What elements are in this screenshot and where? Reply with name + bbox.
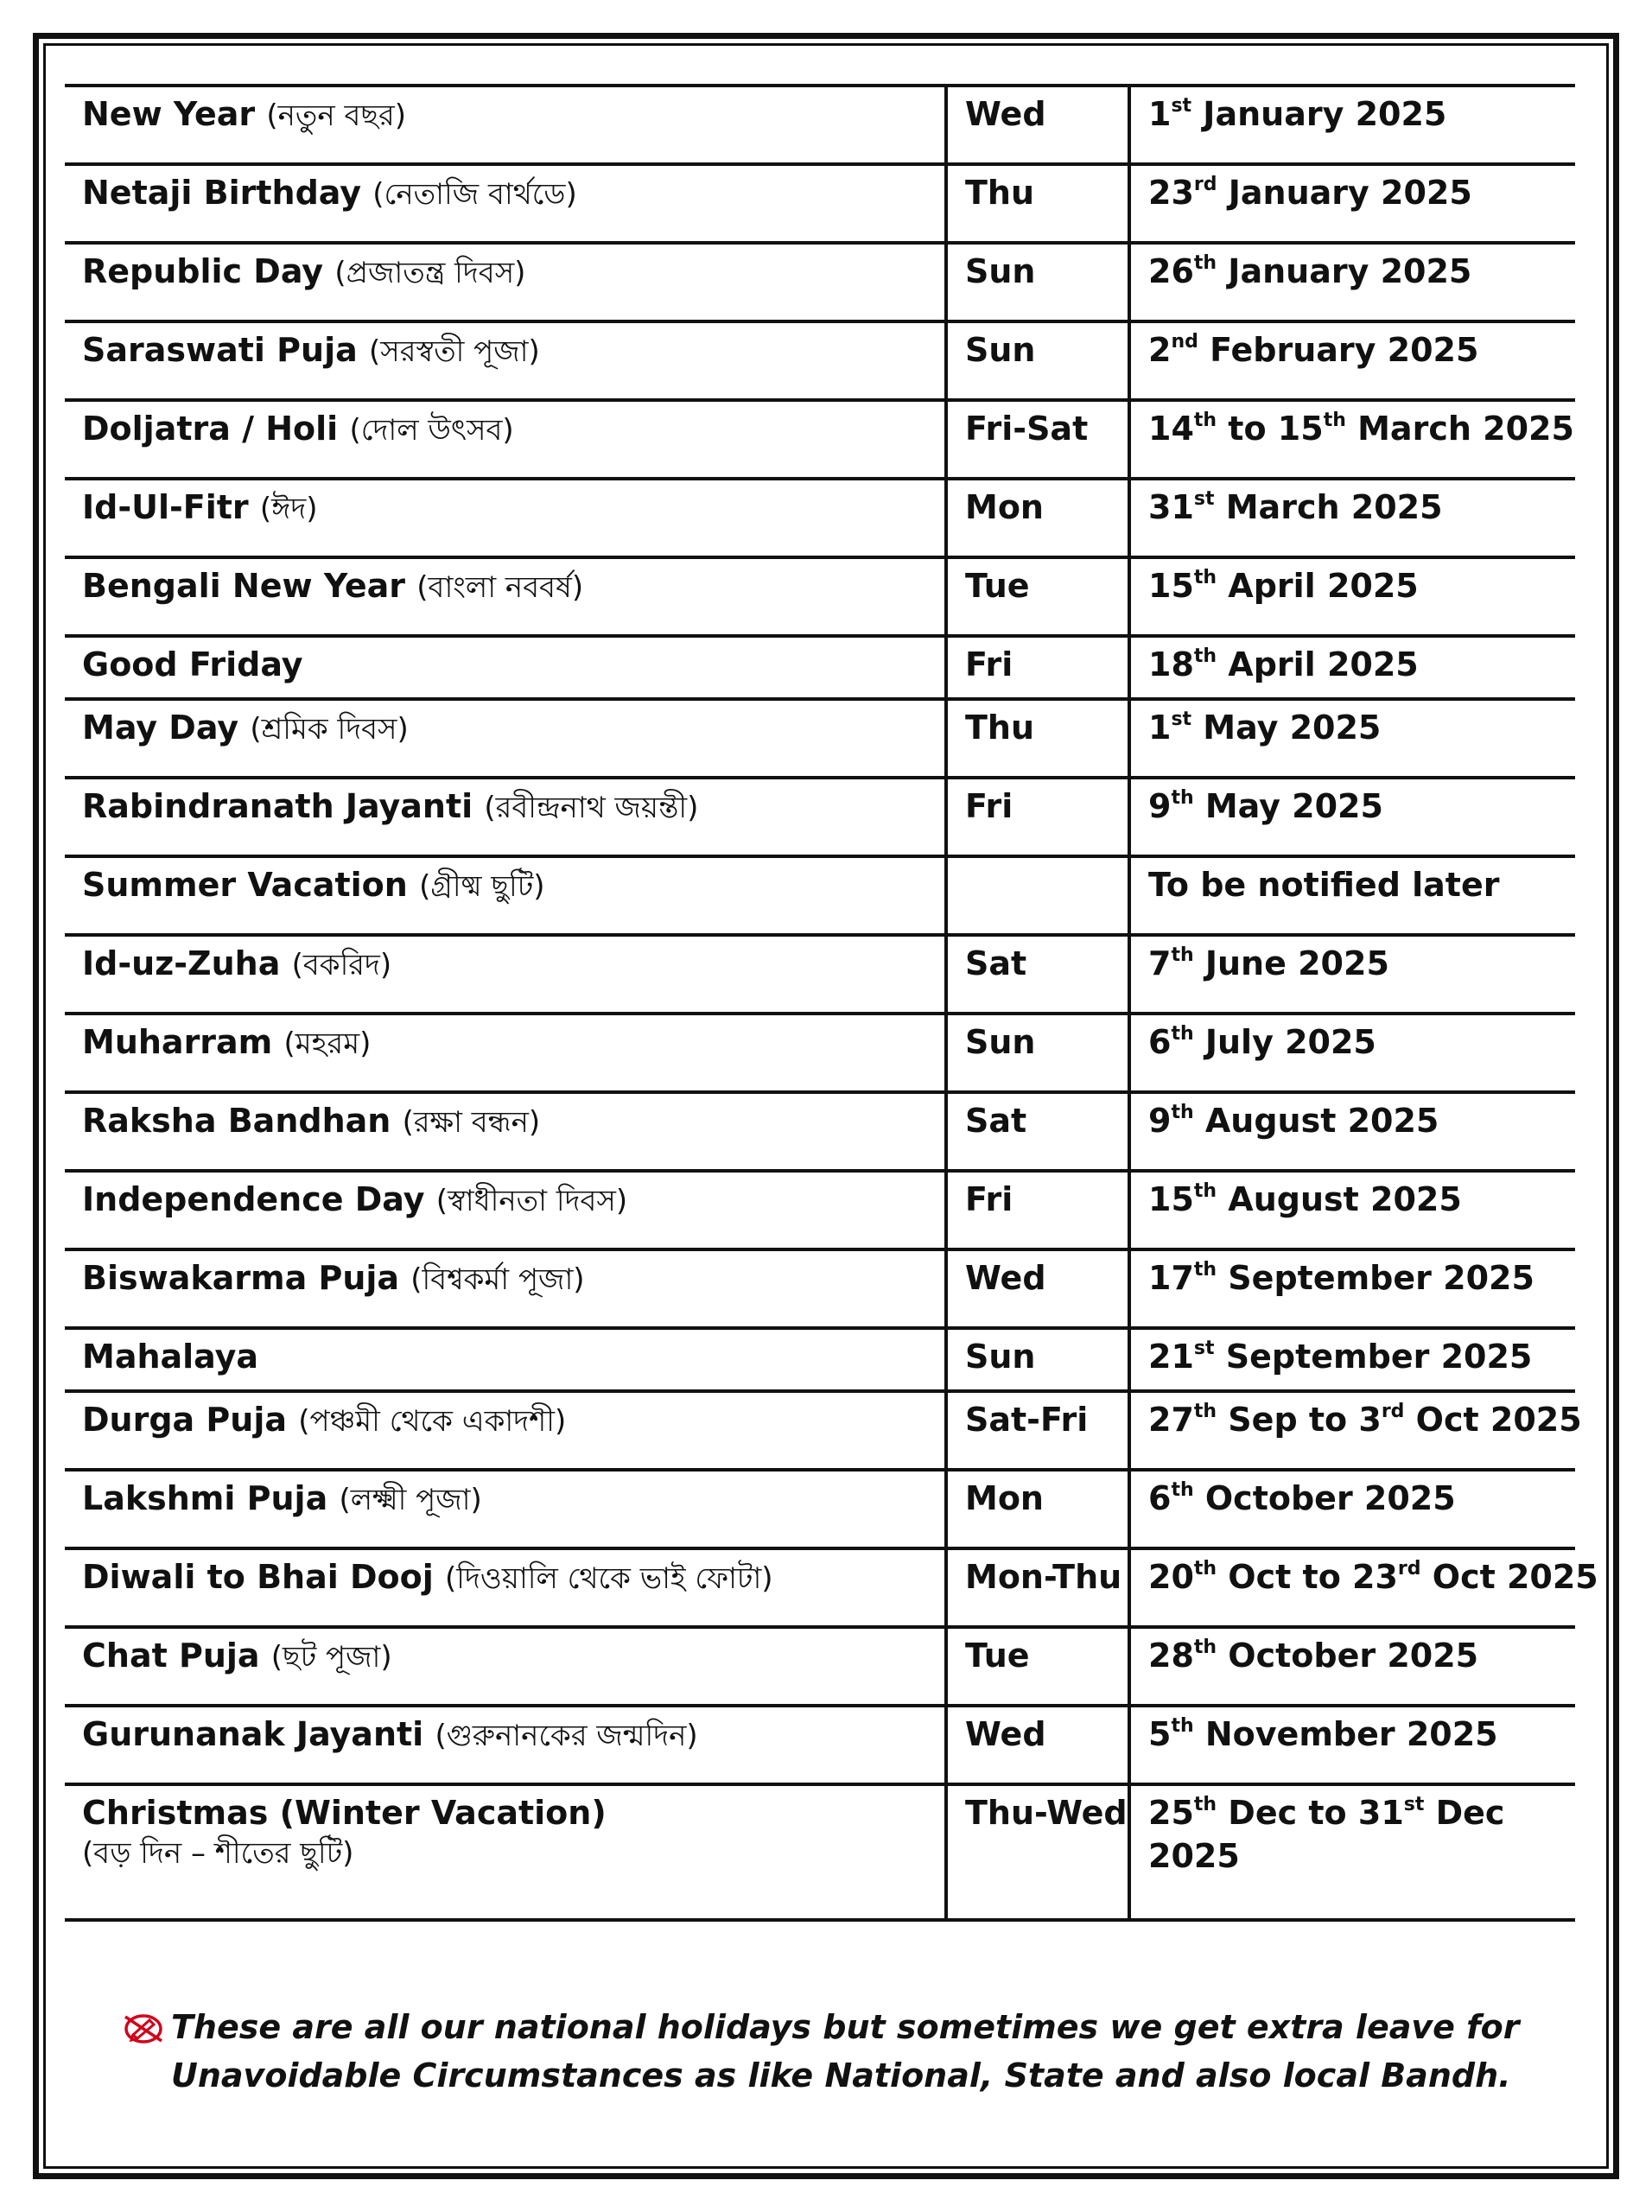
holiday-row [65, 1249, 1575, 1328]
holiday-date: 17th September 2025 [1129, 1249, 1575, 1328]
date-ordinal-suffix: nd [1171, 331, 1198, 353]
holiday-name: Lakshmi Puja [82, 1479, 328, 1517]
holiday-name: Durga Puja [82, 1401, 287, 1439]
holiday-name-cell [65, 1706, 946, 1784]
holiday-day [946, 856, 1129, 935]
holiday-name-cell [65, 1548, 946, 1627]
holiday-day: Mon [946, 1470, 1129, 1548]
holiday-name: Saraswati Puja [82, 331, 358, 369]
holiday-name: Chat Puja [82, 1637, 260, 1675]
holiday-name: Republic Day [82, 252, 324, 290]
holiday-date: 6th October 2025 [1129, 1470, 1575, 1548]
holiday-native-name: (গুরুনানকের জন্মদিন) [435, 1719, 698, 1753]
date-ordinal-suffix: th [1193, 1180, 1217, 1203]
holiday-date: 20th Oct to 23rd Oct 2025 [1129, 1548, 1575, 1627]
holiday-row [65, 557, 1575, 636]
holiday-name: Raksha Bandhan [82, 1102, 391, 1140]
date-ordinal-suffix: rd [1381, 1401, 1405, 1423]
holiday-row [65, 243, 1575, 321]
holiday-date: 15th April 2025 [1129, 557, 1575, 636]
holiday-name: Netaji Birthday [82, 174, 362, 212]
holiday-name-cell [65, 1784, 946, 1920]
holiday-name: May Day [82, 709, 239, 747]
holiday-name: Gurunanak Jayanti [82, 1715, 424, 1753]
holiday-native-name: (লক্ষ্মী পূজা) [339, 1483, 482, 1517]
holiday-date: 25th Dec to 31st Dec 2025 [1129, 1784, 1575, 1920]
holiday-name: Mahalaya [82, 1338, 259, 1376]
holiday-name-cell [65, 1328, 946, 1391]
date-ordinal-suffix: th [1193, 1558, 1217, 1580]
holiday-native-name: (পঞ্চমী থেকে একাদশী) [298, 1404, 567, 1439]
holiday-name-cell [65, 1627, 946, 1706]
holiday-name-cell [65, 86, 946, 164]
holiday-native-name: (মহরম) [283, 1027, 372, 1061]
date-ordinal-suffix: rd [1193, 174, 1217, 196]
holiday-row [65, 856, 1575, 935]
holiday-row [65, 636, 1575, 699]
holiday-name: Doljatra / Holi [82, 410, 339, 448]
holiday-date: 18th April 2025 [1129, 636, 1575, 699]
holiday-day: Sat [946, 1092, 1129, 1171]
holiday-day: Fri-Sat [946, 400, 1129, 479]
date-ordinal-suffix: th [1171, 1715, 1194, 1738]
holiday-day: Wed [946, 1706, 1129, 1784]
holiday-name-cell [65, 1470, 946, 1548]
holiday-date: 26th January 2025 [1129, 243, 1575, 321]
holiday-native-name: (বকরিদ) [291, 948, 392, 982]
holiday-day: Sat [946, 935, 1129, 1014]
date-ordinal-suffix: th [1171, 944, 1194, 967]
holiday-row [65, 321, 1575, 400]
holiday-day: Thu [946, 699, 1129, 778]
holiday-native-name: (বড় দিন – শীতের ছুটি) [82, 1836, 354, 1871]
holiday-date: 28th October 2025 [1129, 1627, 1575, 1706]
holiday-name: Independence Day [82, 1180, 425, 1218]
holiday-native-name: (স্বাধীনতা দিবস) [435, 1184, 628, 1218]
holiday-name-cell [65, 321, 946, 400]
holiday-row [65, 1328, 1575, 1391]
date-ordinal-suffix: st [1171, 95, 1192, 118]
date-ordinal-suffix: st [1193, 1338, 1215, 1360]
holiday-date: 9th May 2025 [1129, 778, 1575, 856]
holiday-native-name: (প্রজাতন্ত্র দিবস) [334, 256, 526, 290]
holiday-row [65, 1092, 1575, 1171]
date-ordinal-suffix: th [1193, 1401, 1217, 1423]
holiday-row [65, 778, 1575, 856]
holiday-name-cell [65, 1014, 946, 1092]
date-ordinal-suffix: th [1193, 567, 1217, 589]
holiday-native-name: (গ্রীষ্ম ছুটি) [419, 869, 545, 904]
holiday-date: 15th August 2025 [1129, 1171, 1575, 1249]
holiday-name-cell [65, 557, 946, 636]
holiday-name: Biswakarma Puja [82, 1259, 400, 1297]
holiday-name-cell [65, 479, 946, 557]
holiday-date: 1st May 2025 [1129, 699, 1575, 778]
holiday-date: 2nd February 2025 [1129, 321, 1575, 400]
holiday-date: 7th June 2025 [1129, 935, 1575, 1014]
holiday-native-name: (ঈদ) [259, 492, 318, 526]
holiday-date: 27th Sep to 3rd Oct 2025 [1129, 1391, 1575, 1470]
holiday-day: Sun [946, 243, 1129, 321]
holiday-row [65, 1706, 1575, 1784]
holiday-row [65, 479, 1575, 557]
holiday-row [65, 86, 1575, 164]
holiday-name: Id-uz-Zuha [82, 944, 281, 982]
holiday-native-name: (শ্রমিক দিবস) [250, 712, 409, 747]
date-ordinal-suffix: th [1193, 1794, 1217, 1816]
holiday-row [65, 1391, 1575, 1470]
date-ordinal-suffix: st [1193, 488, 1215, 511]
holiday-name: Bengali New Year [82, 567, 406, 605]
holiday-native-name: (দিওয়ালি থেকে ভাই ফোটা) [445, 1561, 773, 1596]
holiday-note-text: These are all our national holidays but sometimes we get extra leave for Unavoidable Circumstances as like National, State and also local Bandh. [171, 2008, 1520, 2094]
holiday-day: Mon [946, 479, 1129, 557]
holiday-date: 6th July 2025 [1129, 1014, 1575, 1092]
holiday-date: 1st January 2025 [1129, 86, 1575, 164]
holiday-name: Muharram [82, 1023, 273, 1061]
holiday-day: Sun [946, 1328, 1129, 1391]
holiday-row [65, 1014, 1575, 1092]
holiday-name: Id-Ul-Fitr [82, 488, 249, 526]
date-ordinal-suffix: st [1403, 1794, 1425, 1816]
holiday-date: 14th to 15th March 2025 [1129, 400, 1575, 479]
holiday-native-name: (দোল উৎসব) [349, 413, 514, 448]
holiday-native-name: (বাংলা নববর্ষ) [416, 570, 584, 605]
date-ordinal-suffix: rd [1397, 1558, 1421, 1580]
holiday-row [65, 935, 1575, 1014]
holiday-name: Rabindranath Jayanti [82, 787, 473, 825]
holiday-row [65, 1470, 1575, 1548]
holiday-native-name: (নতুন বছর) [266, 99, 406, 133]
holiday-name-cell [65, 1171, 946, 1249]
holiday-day: Sun [946, 321, 1129, 400]
holiday-native-name: (বিশ্বকর্মা পূজা) [410, 1262, 585, 1297]
date-ordinal-suffix: th [1171, 787, 1194, 810]
date-ordinal-suffix: th [1193, 1259, 1217, 1281]
date-ordinal-suffix: th [1193, 410, 1217, 432]
holiday-name-cell [65, 636, 946, 699]
date-ordinal-suffix: th [1193, 252, 1217, 275]
holiday-day: Mon-Thu [946, 1548, 1129, 1627]
holiday-row [65, 1627, 1575, 1706]
holiday-day: Wed [946, 1249, 1129, 1328]
holiday-name: Summer Vacation [82, 866, 408, 904]
holiday-name-cell [65, 1249, 946, 1328]
holiday-name-cell [65, 243, 946, 321]
holiday-native-name: (নেতাজি বার্থডে) [372, 177, 577, 212]
holiday-row [65, 699, 1575, 778]
holiday-day: Fri [946, 636, 1129, 699]
holiday-name-cell [65, 400, 946, 479]
holiday-native-name: (রক্ষা বন্ধন) [402, 1105, 541, 1140]
holiday-row [65, 1784, 1575, 1920]
holiday-note [121, 2003, 1573, 2100]
holiday-row [65, 400, 1575, 479]
holiday-date: 31st March 2025 [1129, 479, 1575, 557]
holiday-name-cell [65, 699, 946, 778]
holiday-name-cell [65, 778, 946, 856]
holiday-name: Diwali to Bhai Dooj [82, 1558, 434, 1596]
holiday-name-cell [65, 856, 946, 935]
holiday-day: Thu [946, 164, 1129, 243]
holiday-date: 5th November 2025 [1129, 1706, 1575, 1784]
holiday-date: 23rd January 2025 [1129, 164, 1575, 243]
holiday-row [65, 164, 1575, 243]
holiday-native-name: (ছট পূজা) [270, 1640, 392, 1675]
date-ordinal-suffix: th [1171, 1479, 1194, 1502]
date-ordinal-suffix: th [1193, 645, 1217, 668]
holiday-native-name: (সরস্বতী পূজা) [369, 334, 540, 369]
holiday-table [65, 84, 1598, 1922]
date-ordinal-suffix: th [1323, 410, 1346, 432]
holiday-name: Good Friday [82, 645, 303, 683]
holiday-table-body [65, 86, 1598, 1920]
holiday-date: To be notified later [1129, 856, 1575, 935]
date-ordinal-suffix: th [1171, 1102, 1194, 1124]
holiday-day: Thu-Wed [946, 1784, 1129, 1920]
holiday-day: Fri [946, 1171, 1129, 1249]
holiday-date: 9th August 2025 [1129, 1092, 1575, 1171]
holiday-date: 21st September 2025 [1129, 1328, 1575, 1391]
holiday-name-cell [65, 1092, 946, 1171]
holiday-name-cell [65, 1391, 946, 1470]
holiday-day: Tue [946, 1627, 1129, 1706]
holiday-name: New Year [82, 95, 256, 133]
holiday-row [65, 1171, 1575, 1249]
holiday-native-name: (রবীন্দ্রনাথ জয়ন্তী) [484, 791, 699, 825]
holiday-day: Sun [946, 1014, 1129, 1092]
holiday-name: Christmas (Winter Vacation) [82, 1794, 607, 1832]
holiday-day: Fri [946, 778, 1129, 856]
no-pen-icon [121, 2012, 166, 2046]
holiday-name-cell [65, 164, 946, 243]
date-ordinal-suffix: th [1193, 1637, 1217, 1659]
date-ordinal-suffix: th [1171, 1023, 1194, 1046]
holiday-day: Tue [946, 557, 1129, 636]
holiday-name-cell [65, 935, 946, 1014]
holiday-day: Sat-Fri [946, 1391, 1129, 1470]
holiday-day: Wed [946, 86, 1129, 164]
date-ordinal-suffix: st [1171, 709, 1192, 731]
holiday-row [65, 1548, 1575, 1627]
